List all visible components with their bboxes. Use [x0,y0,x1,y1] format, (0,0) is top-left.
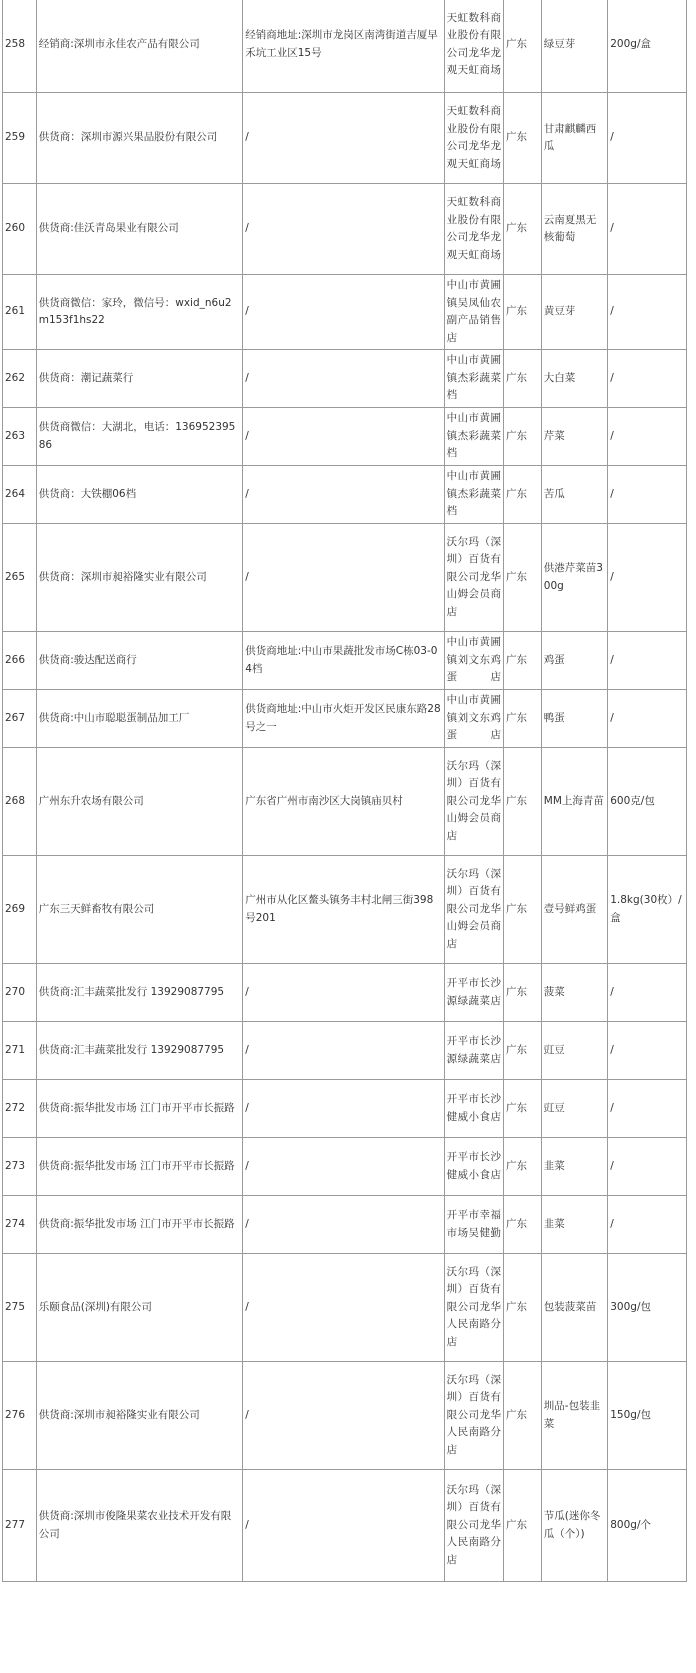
spec-cell: 600克/包 [608,748,687,856]
spec-cell: 150g/包 [608,1362,687,1470]
supplier-cell: 供货商:汇丰蔬菜批发行 13929087795 [36,964,243,1022]
supplier-cell: 广东三天鲜畜牧有限公司 [36,856,243,964]
row-number: 265 [3,524,37,632]
store-cell: 中山市黄圃镇杰彩蔬菜档 [444,466,503,524]
store-cell: 中山市黄圃镇刘文东鸡蛋店 [444,690,503,748]
address-cell: / [243,964,444,1022]
product-cell: 鸭蛋 [541,690,607,748]
row-number: 274 [3,1196,37,1254]
product-cell: 节瓜(迷你冬瓜（个）) [541,1470,607,1582]
supplier-cell: 供货商：大铁棚06档 [36,466,243,524]
table-row [3,524,687,632]
row-number: 266 [3,632,37,690]
table-row [3,964,687,1022]
province-cell: 广东 [503,0,541,93]
spec-cell: / [608,408,687,466]
province-cell: 广东 [503,748,541,856]
supplier-cell: 供货商:振华批发市场 江门市开平市长振路 [36,1196,243,1254]
table-row [3,408,687,466]
supplier-cell: 供货商:佳沃青岛果业有限公司 [36,184,243,275]
supplier-cell: 供货商:振华批发市场 江门市开平市长振路 [36,1080,243,1138]
address-cell: / [243,1022,444,1080]
row-number: 261 [3,275,37,350]
province-cell: 广东 [503,690,541,748]
table-row [3,350,687,408]
product-cell: MM上海青苗 [541,748,607,856]
store-cell: 开平市长沙源绿蔬菜店 [444,964,503,1022]
table-row [3,0,687,93]
store-cell: 中山市黄圃镇杰彩蔬菜档 [444,350,503,408]
supplier-cell: 乐颐食品(深圳)有限公司 [36,1254,243,1362]
spec-cell: / [608,690,687,748]
table-row [3,1254,687,1362]
table-row [3,1362,687,1470]
sampling-table [2,0,687,1582]
product-cell: 大白菜 [541,350,607,408]
spec-cell: / [608,184,687,275]
row-number: 277 [3,1470,37,1582]
province-cell: 广东 [503,184,541,275]
row-number: 275 [3,1254,37,1362]
address-cell: / [243,1196,444,1254]
table-row [3,275,687,350]
province-cell: 广东 [503,856,541,964]
store-cell: 开平市长沙源绿蔬菜店 [444,1022,503,1080]
supplier-cell: 广州东升农场有限公司 [36,748,243,856]
spec-cell: 200g/盒 [608,0,687,93]
product-cell: 鸡蛋 [541,632,607,690]
row-number: 260 [3,184,37,275]
table-row [3,632,687,690]
province-cell: 广东 [503,1196,541,1254]
spec-cell: / [608,964,687,1022]
store-cell: 沃尔玛（深圳）百货有限公司龙华人民南路分店 [444,1254,503,1362]
row-number: 272 [3,1080,37,1138]
product-cell: 云南夏黑无核葡萄 [541,184,607,275]
spec-cell: / [608,466,687,524]
table-row [3,1022,687,1080]
address-cell: / [243,408,444,466]
province-cell: 广东 [503,524,541,632]
province-cell: 广东 [503,466,541,524]
province-cell: 广东 [503,1080,541,1138]
table-row [3,1470,687,1582]
supplier-cell: 供货商:深圳市昶裕隆实业有限公司 [36,1362,243,1470]
address-cell: / [243,184,444,275]
province-cell: 广东 [503,93,541,184]
table-row [3,690,687,748]
province-cell: 广东 [503,1470,541,1582]
table-row [3,748,687,856]
address-cell: / [243,1362,444,1470]
address-cell: / [243,466,444,524]
spec-cell: 800g/个 [608,1470,687,1582]
row-number: 263 [3,408,37,466]
row-number: 267 [3,690,37,748]
spec-cell: / [608,350,687,408]
province-cell: 广东 [503,408,541,466]
row-number: 258 [3,0,37,93]
store-cell: 中山市黄圃镇杰彩蔬菜档 [444,408,503,466]
row-number: 262 [3,350,37,408]
row-number: 271 [3,1022,37,1080]
spec-cell: / [608,1196,687,1254]
row-number: 273 [3,1138,37,1196]
table-row [3,93,687,184]
table-row [3,184,687,275]
supplier-cell: 供货商微信：大湖北，电话：13695239586 [36,408,243,466]
product-cell: 豇豆 [541,1022,607,1080]
store-cell: 开平市长沙健威小食店 [444,1080,503,1138]
province-cell: 广东 [503,275,541,350]
store-cell: 沃尔玛（深圳）百货有限公司龙华人民南路分店 [444,1470,503,1582]
spec-cell: / [608,1138,687,1196]
table-row [3,466,687,524]
store-cell: 天虹数科商业股份有限公司龙华龙观天虹商场 [444,93,503,184]
address-cell: / [243,1254,444,1362]
spec-cell: / [608,524,687,632]
address-cell: 经销商地址:深圳市龙岗区南湾街道吉厦早禾坑工业区15号 [243,0,444,93]
address-cell: / [243,1080,444,1138]
spec-cell: 300g/包 [608,1254,687,1362]
product-cell: 圳品-包装韭菜 [541,1362,607,1470]
store-cell: 天虹数科商业股份有限公司龙华龙观天虹商场 [444,184,503,275]
product-cell: 豇豆 [541,1080,607,1138]
table-row [3,856,687,964]
store-cell: 沃尔玛（深圳）百货有限公司龙华山姆会员商店 [444,856,503,964]
address-cell: 供货商地址:中山市果蔬批发市场C栋03-04档 [243,632,444,690]
spec-cell: / [608,275,687,350]
product-cell: 包装菠菜苗 [541,1254,607,1362]
product-cell: 韭菜 [541,1196,607,1254]
supplier-cell: 供货商:深圳市俊隆果菜农业技术开发有限公司 [36,1470,243,1582]
supplier-cell: 经销商:深圳市永佳农产品有限公司 [36,0,243,93]
province-cell: 广东 [503,1362,541,1470]
table-row [3,1196,687,1254]
row-number: 259 [3,93,37,184]
product-cell: 甘肃麒麟西瓜 [541,93,607,184]
spec-cell: / [608,632,687,690]
address-cell: / [243,1138,444,1196]
store-cell: 沃尔玛（深圳）百货有限公司龙华山姆会员商店 [444,524,503,632]
address-cell: / [243,275,444,350]
province-cell: 广东 [503,1254,541,1362]
supplier-cell: 供货商:振华批发市场 江门市开平市长振路 [36,1138,243,1196]
row-number: 264 [3,466,37,524]
store-cell: 开平市幸福市场吴健勤 [444,1196,503,1254]
supplier-cell: 供货商：深圳市昶裕隆实业有限公司 [36,524,243,632]
province-cell: 广东 [503,964,541,1022]
store-cell: 沃尔玛（深圳）百货有限公司龙华人民南路分店 [444,1362,503,1470]
spec-cell: 1.8kg(30枚）/盒 [608,856,687,964]
supplier-cell: 供货商微信：家玲，微信号：wxid_n6u2m153f1hs22 [36,275,243,350]
spec-cell: / [608,93,687,184]
product-cell: 菠菜 [541,964,607,1022]
address-cell: / [243,524,444,632]
store-cell: 中山市黄圃镇吴凤仙农副产品销售店 [444,275,503,350]
row-number: 270 [3,964,37,1022]
supplier-cell: 供货商:中山市聪聪蛋制品加工厂 [36,690,243,748]
product-cell: 壹号鲜鸡蛋 [541,856,607,964]
store-cell: 开平市长沙健威小食店 [444,1138,503,1196]
product-cell: 黄豆芽 [541,275,607,350]
store-cell: 天虹数科商业股份有限公司龙华龙观天虹商场 [444,0,503,93]
province-cell: 广东 [503,1022,541,1080]
table-row [3,1138,687,1196]
row-number: 276 [3,1362,37,1470]
province-cell: 广东 [503,632,541,690]
product-cell: 供港芹菜苗300g [541,524,607,632]
product-cell: 韭菜 [541,1138,607,1196]
supplier-cell: 供货商:骏达配送商行 [36,632,243,690]
province-cell: 广东 [503,350,541,408]
store-cell: 沃尔玛（深圳）百货有限公司龙华山姆会员商店 [444,748,503,856]
address-cell: / [243,350,444,408]
supplier-cell: 供货商:汇丰蔬菜批发行 13929087795 [36,1022,243,1080]
address-cell: 广东省广州市南沙区大岗镇庙贝村 [243,748,444,856]
store-cell: 中山市黄圃镇刘文东鸡蛋店 [444,632,503,690]
province-cell: 广东 [503,1138,541,1196]
product-cell: 芹菜 [541,408,607,466]
row-number: 268 [3,748,37,856]
address-cell: 广州市从化区鳌头镇务丰村北闸三街398号201 [243,856,444,964]
address-cell: / [243,93,444,184]
table-body [3,0,687,1582]
table-row [3,1080,687,1138]
address-cell: 供货商地址:中山市火炬开发区民康东路28号之一 [243,690,444,748]
row-number: 269 [3,856,37,964]
product-cell: 绿豆芽 [541,0,607,93]
supplier-cell: 供货商：深圳市源兴果品股份有限公司 [36,93,243,184]
spec-cell: / [608,1022,687,1080]
address-cell: / [243,1470,444,1582]
spec-cell: / [608,1080,687,1138]
supplier-cell: 供货商：潮记蔬菜行 [36,350,243,408]
product-cell: 苦瓜 [541,466,607,524]
